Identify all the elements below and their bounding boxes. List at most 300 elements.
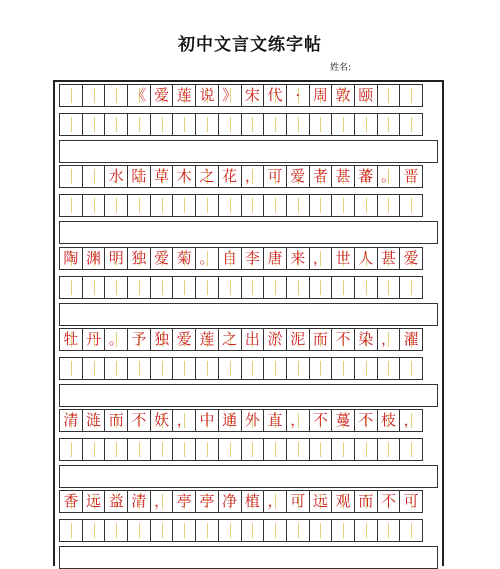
practice-cell [59,519,83,542]
practice-cell [399,357,423,380]
copy-cell [241,328,265,351]
practice-cell [263,357,287,380]
character: 净 [222,492,238,510]
character: 渊 [86,249,102,267]
copy-cell [399,247,423,270]
character: 宋 [244,86,260,104]
character: 不 [312,411,328,429]
copy-cell [399,409,423,432]
practice-cell [399,438,423,461]
copy-cell [150,84,174,107]
copy-cell [218,84,242,107]
practice-cell [286,276,310,299]
practice-cell [82,194,106,217]
copy-cell [286,490,310,513]
character: · [295,86,301,104]
character: 蔓 [335,411,351,429]
copy-cell [195,328,219,351]
practice-cell [241,194,265,217]
character: 说 [199,86,215,104]
copy-cell [241,490,265,513]
copy-cell [399,165,423,188]
character: 清 [131,492,147,510]
practice-cell [399,519,423,542]
character: 李 [244,249,260,267]
character: 陆 [131,167,147,185]
copy-cell [104,328,128,351]
practice-cell [377,438,401,461]
character: 莲 [176,86,192,104]
copy-cell [354,490,378,513]
practice-cell [263,438,287,461]
copy-cell [331,84,355,107]
character: 清 [63,411,79,429]
character: ， [176,411,192,429]
copy-cell [377,490,401,513]
character: 不 [380,492,396,510]
copy-cell [309,409,333,432]
practice-cell [172,276,196,299]
copy-cell [354,84,378,107]
copy-cell [82,328,106,351]
character: 》 [222,86,238,104]
copy-cell [150,328,174,351]
copy-cell [150,247,174,270]
copy-cell [195,84,219,107]
practice-cell [172,438,196,461]
practice-cell [377,276,401,299]
spacer-row [59,221,438,244]
practice-cell [377,194,401,217]
practice-cell [59,438,83,461]
character: 《 [131,86,147,104]
copy-cell [59,409,83,432]
copy-cell [377,409,401,432]
practice-cell [218,438,242,461]
copy-cell [309,328,333,351]
character: 独 [131,249,147,267]
practice-cell [377,357,401,380]
practice-cell [127,113,151,136]
practice-cell [195,357,219,380]
practice-cell [377,113,401,136]
practice-cell [286,194,310,217]
copy-cell [263,328,287,351]
practice-cell [59,113,83,136]
practice-cell [218,519,242,542]
copy-cell [263,247,287,270]
blank-practice-row [59,357,438,380]
copy-cell [331,247,355,270]
practice-cell [150,519,174,542]
practice-cell [104,438,128,461]
practice-sheet [53,80,444,566]
copy-cell [172,165,196,188]
blank-practice-row [59,276,438,299]
copy-cell [377,328,401,351]
character: 妖 [154,411,170,429]
copy-cell [286,84,310,107]
practice-cell [286,113,310,136]
blank-practice-row [59,113,438,136]
character: 世 [335,249,351,267]
copy-cell [104,409,128,432]
name-label: 姓名: [330,63,352,73]
practice-cell [309,113,333,136]
practice-cell [354,113,378,136]
copy-cell [377,165,401,188]
copy-cell [82,165,106,188]
copy-cell [104,247,128,270]
copy-cell [59,247,83,270]
practice-cell [354,357,378,380]
copy-cell [82,409,106,432]
practice-cell [399,113,423,136]
copy-cell [309,247,333,270]
practice-cell [354,276,378,299]
copy-cell [354,328,378,351]
practice-cell [286,357,310,380]
practice-cell [309,438,333,461]
character: 木 [176,167,192,185]
copy-cell [127,84,151,107]
practice-cell [263,276,287,299]
character: ， [312,249,328,267]
practice-cell [309,357,333,380]
copy-cell [286,409,310,432]
character: 爱 [290,167,306,185]
copy-cell [354,409,378,432]
character: ， [290,411,306,429]
copy-cell [218,247,242,270]
character: 淤 [267,330,283,348]
character: 可 [290,492,306,510]
practice-cell [331,276,355,299]
page-title: 初中文言文练字帖 [178,35,322,55]
copy-row [59,247,438,270]
character: 牡 [63,330,79,348]
practice-cell [104,519,128,542]
practice-cell [127,519,151,542]
practice-cell [241,276,265,299]
practice-cell [195,438,219,461]
character: 植 [244,492,260,510]
character: 唐 [267,249,283,267]
practice-cell [82,357,106,380]
character: 甚 [335,167,351,185]
practice-cell [331,519,355,542]
character: 水 [108,167,124,185]
practice-cell [59,276,83,299]
copy-row [59,490,438,513]
copy-cell [218,328,242,351]
character: ， [380,330,396,348]
practice-cell [104,194,128,217]
practice-cell [172,519,196,542]
copy-cell [218,165,242,188]
copy-cell [150,409,174,432]
character: 草 [154,167,170,185]
practice-cell [127,357,151,380]
practice-cell [150,194,174,217]
copy-cell [82,490,106,513]
character: 之 [199,167,215,185]
practice-cell [195,113,219,136]
character: 之 [222,330,238,348]
character: 益 [108,492,124,510]
spacer-row [59,303,438,326]
practice-cell [82,519,106,542]
copy-cell [59,328,83,351]
copy-cell [331,409,355,432]
copy-cell [399,328,423,351]
practice-cell [127,276,151,299]
copy-cell [263,409,287,432]
practice-cell [150,438,174,461]
character: 而 [358,492,374,510]
character: 独 [154,330,170,348]
practice-cell [104,276,128,299]
spacer-row [59,384,438,407]
copy-cell [195,247,219,270]
character: 陶 [63,249,79,267]
practice-cell [127,194,151,217]
copy-cell [127,247,151,270]
practice-cell [309,194,333,217]
copy-cell [104,165,128,188]
copy-cell [127,328,151,351]
practice-cell [82,113,106,136]
practice-cell [59,194,83,217]
character: 周 [312,86,328,104]
character: 。 [108,330,124,348]
character: 爱 [176,330,192,348]
practice-cell [150,276,174,299]
copy-cell [82,84,106,107]
character: 枝 [380,411,396,429]
copy-cell [286,247,310,270]
character: ， [403,411,419,429]
practice-cell [331,113,355,136]
character: 泥 [290,330,306,348]
copy-row [59,84,438,107]
copy-cell [172,84,196,107]
character: 染 [358,330,374,348]
character: 亭 [176,492,192,510]
practice-cell [127,438,151,461]
character: 明 [108,249,124,267]
copy-cell [286,328,310,351]
copy-row [59,165,438,188]
practice-cell [399,276,423,299]
copy-cell [309,490,333,513]
copy-cell [331,165,355,188]
character: 丹 [86,330,102,348]
copy-cell [82,247,106,270]
character: 濯 [403,330,419,348]
copy-cell [263,490,287,513]
copy-cell [309,84,333,107]
copy-cell [263,165,287,188]
character: 不 [131,411,147,429]
character: 远 [86,492,102,510]
copy-cell [331,490,355,513]
practice-cell [331,438,355,461]
copy-cell [172,490,196,513]
practice-cell [309,519,333,542]
character: 。 [199,249,215,267]
copy-cell [377,247,401,270]
practice-cell [354,194,378,217]
copy-cell [377,84,401,107]
practice-cell [218,357,242,380]
character: 观 [335,492,351,510]
character: ， [267,492,283,510]
character: 者 [312,167,328,185]
character: ， [154,492,170,510]
copy-cell [399,84,423,107]
character: ， [244,167,260,185]
copy-cell [331,328,355,351]
spacer-row [59,140,438,163]
practice-cell [241,357,265,380]
character: 晋 [403,167,419,185]
practice-cell [331,357,355,380]
practice-cell [172,113,196,136]
practice-cell [241,519,265,542]
character: 涟 [86,411,102,429]
character: 可 [403,492,419,510]
practice-cell [241,438,265,461]
character: 花 [222,167,238,185]
copy-cell [263,84,287,107]
character: 不 [358,411,374,429]
practice-cell [150,357,174,380]
character: 亭 [199,492,215,510]
copy-cell [104,84,128,107]
copy-cell [354,247,378,270]
practice-cell [82,276,106,299]
copy-cell [104,490,128,513]
character: 香 [63,492,79,510]
practice-cell [331,194,355,217]
practice-cell [150,113,174,136]
practice-cell [172,357,196,380]
character: 爱 [403,249,419,267]
practice-cell [286,438,310,461]
practice-cell [195,276,219,299]
copy-cell [241,165,265,188]
copy-cell [172,247,196,270]
practice-cell [377,519,401,542]
character: 自 [222,249,238,267]
copy-cell [241,409,265,432]
practice-cell [354,438,378,461]
copy-cell [127,490,151,513]
copy-cell [286,165,310,188]
copy-cell [127,165,151,188]
practice-cell [309,276,333,299]
practice-cell [263,113,287,136]
practice-cell [218,113,242,136]
practice-cell [59,357,83,380]
copy-cell [59,165,83,188]
blank-practice-row [59,194,438,217]
copy-row [59,328,438,351]
character: 外 [244,411,260,429]
character: 代 [267,86,283,104]
copy-cell [309,165,333,188]
practice-cell [241,113,265,136]
character: 。 [380,167,396,185]
character: 通 [222,411,238,429]
copy-cell [150,165,174,188]
character: 爱 [154,249,170,267]
character: 不 [335,330,351,348]
copy-cell [218,490,242,513]
practice-cell [286,519,310,542]
copy-cell [150,490,174,513]
character: 蕃 [358,167,374,185]
copy-cell [241,247,265,270]
copy-cell [172,328,196,351]
character: 来 [290,249,306,267]
copy-cell [172,409,196,432]
character: 出 [244,330,260,348]
copy-cell [195,490,219,513]
practice-cell [82,438,106,461]
copy-cell [218,409,242,432]
character: 中 [199,411,215,429]
character: 菊 [176,249,192,267]
practice-cell [195,519,219,542]
character: 而 [312,330,328,348]
character: 爱 [154,86,170,104]
blank-practice-row [59,438,438,461]
practice-cell [354,519,378,542]
character: 而 [108,411,124,429]
character: 颐 [358,86,374,104]
practice-cell [218,194,242,217]
practice-cell [104,113,128,136]
character: 莲 [199,330,215,348]
practice-cell [104,357,128,380]
copy-cell [354,165,378,188]
character: 人 [358,249,374,267]
copy-cell [195,165,219,188]
copy-cell [59,490,83,513]
character: 直 [267,411,283,429]
copy-cell [195,409,219,432]
copy-cell [241,84,265,107]
copy-cell [127,409,151,432]
character: 可 [267,167,283,185]
copy-cell [399,490,423,513]
spacer-row [59,465,438,488]
character: 远 [312,492,328,510]
practice-cell [263,194,287,217]
blank-practice-row [59,519,438,542]
character: 甚 [380,249,396,267]
copy-cell [59,84,83,107]
practice-cell [399,194,423,217]
practice-cell [218,276,242,299]
character: 予 [131,330,147,348]
character: 敦 [335,86,351,104]
practice-cell [195,194,219,217]
practice-cell [172,194,196,217]
practice-cell [263,519,287,542]
